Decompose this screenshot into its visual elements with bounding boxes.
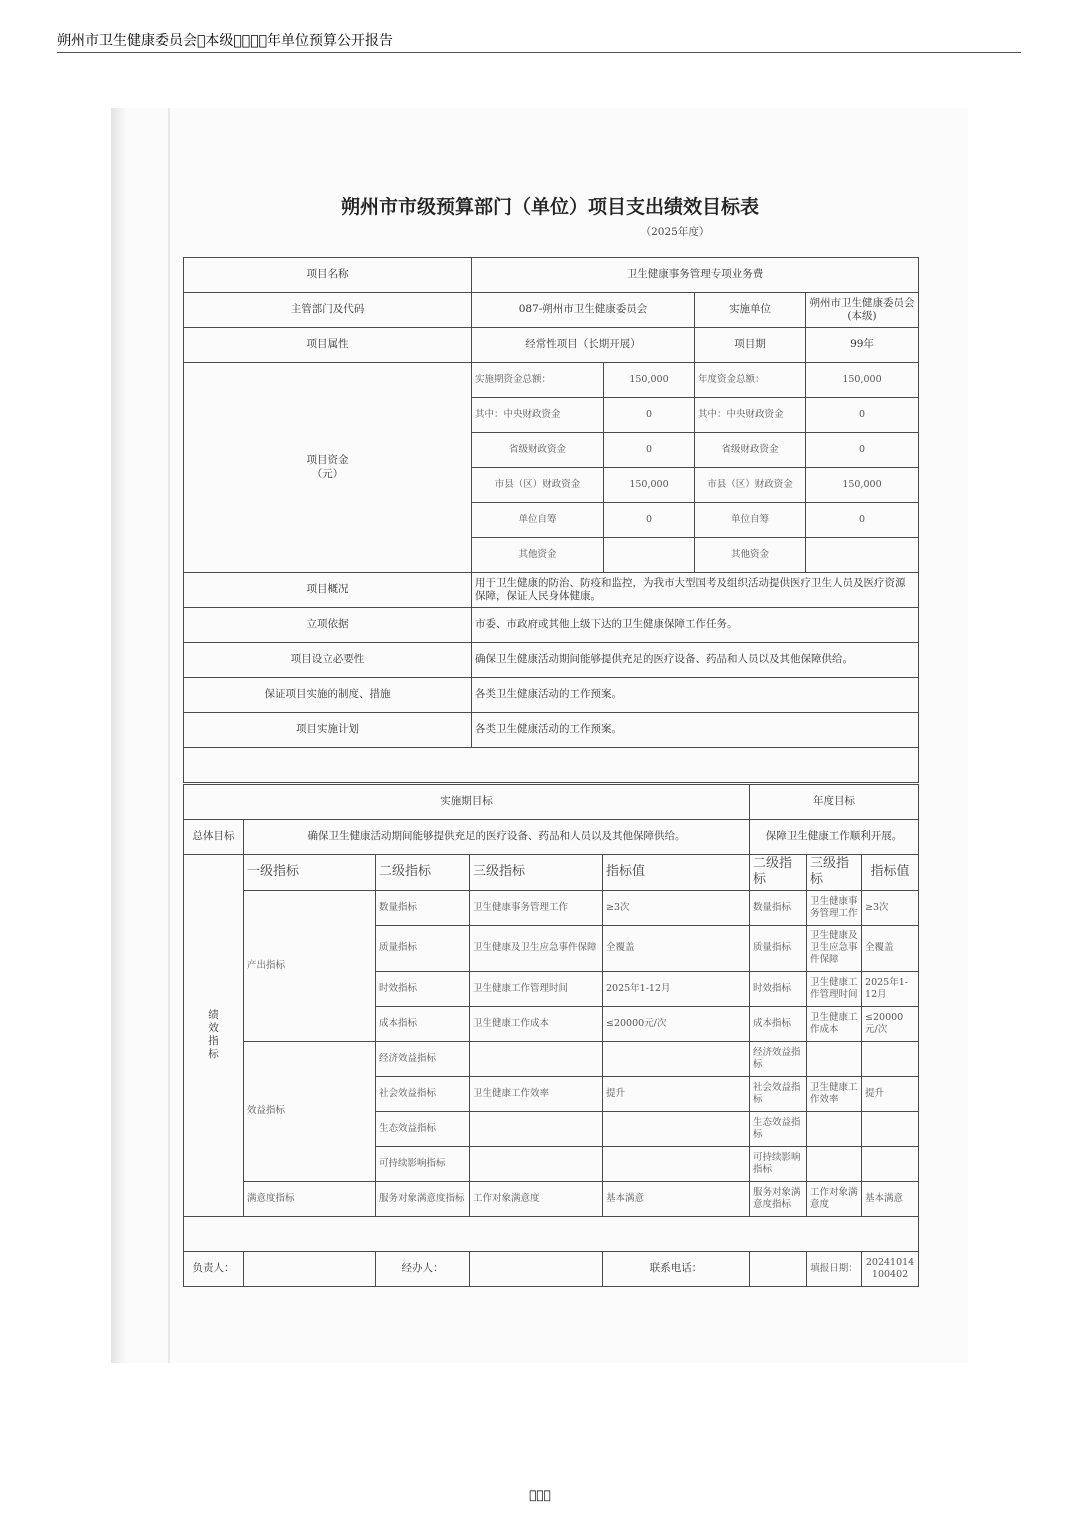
row-l2: 服务对象满意度指标	[376, 1181, 470, 1216]
row-y3: 工作对象满意度	[807, 1181, 862, 1216]
row-yval: 2025年1-12月	[862, 971, 919, 1006]
phone-label: 联系电话：	[603, 1251, 750, 1286]
row-yval: 提升	[862, 1076, 919, 1111]
period-label: 项目期	[695, 328, 806, 363]
row-l2: 质量指标	[376, 925, 470, 971]
level1-output: 产出指标	[244, 890, 376, 1041]
scan-edge-shadow	[111, 108, 127, 1363]
fund-year-label: 市县（区）财政资金	[695, 468, 806, 503]
date-label: 填报日期：	[807, 1251, 862, 1286]
fund-impl-value: 150,000	[604, 468, 695, 503]
phone-value	[750, 1251, 807, 1286]
detail-text: 市委、市政府或其他上级下达的卫生健康保障工作任务。	[472, 608, 919, 643]
fund-impl-value: 0	[604, 433, 695, 468]
row-yval: 基本满意	[862, 1181, 919, 1216]
row-l2: 成本指标	[376, 1006, 470, 1041]
handler-value	[470, 1251, 603, 1286]
detail-label: 项目实施计划	[184, 713, 472, 748]
handler-label: 经办人：	[376, 1251, 470, 1286]
detail-text: 确保卫生健康活动期间能够提供充足的医疗设备、药品和人员以及其他保障供给。	[472, 643, 919, 678]
header-yval: 指标值	[862, 855, 919, 891]
row-val: 提升	[603, 1076, 750, 1111]
fund-year-label: 单位自筹	[695, 503, 806, 538]
year-goal-header: 年度目标	[750, 785, 919, 820]
detail-label: 项目设立必要性	[184, 643, 472, 678]
header-l1: 一级指标	[244, 855, 376, 891]
project-name: 卫生健康事务管理专项业务费	[472, 258, 919, 293]
row-y3	[807, 1041, 862, 1076]
row-y3: 卫生健康工作管理时间	[807, 971, 862, 1006]
overall-goal-label: 总体目标	[184, 820, 244, 855]
row-y3: 卫生健康工作成本	[807, 1006, 862, 1041]
overall-goal-impl: 确保卫生健康活动期间能够提供充足的医疗设备、药品和人员以及其他保障供给。	[244, 820, 750, 855]
row-l3: 卫生健康事务管理工作	[470, 890, 603, 925]
fund-year-label: 省级财政资金	[695, 433, 806, 468]
scan-edge-line	[168, 108, 170, 1363]
row-l3	[470, 1111, 603, 1146]
row-y3: 卫生健康事务管理工作	[807, 890, 862, 925]
header-val: 指标值	[603, 855, 750, 891]
row-y2: 成本指标	[750, 1006, 807, 1041]
attr-value: 经常性项目（长期开展）	[472, 328, 695, 363]
header-rule	[57, 52, 1021, 53]
fund-impl-label: 市县（区）财政资金	[472, 468, 604, 503]
level1-effect: 效益指标	[244, 1041, 376, 1181]
doc-year: （2025年度）	[640, 226, 710, 238]
row-y3: 卫生健康工作效率	[807, 1076, 862, 1111]
detail-text: 各类卫生健康活动的工作预案。	[472, 678, 919, 713]
fund-impl-value: 150,000	[604, 363, 695, 398]
row-l3: 工作对象满意度	[470, 1181, 603, 1216]
project-info-table	[183, 257, 919, 783]
row-val: ≤20000元/次	[603, 1006, 750, 1041]
detail-label: 项目概况	[184, 573, 472, 608]
fund-year-value: 0	[806, 398, 919, 433]
responsible-value	[244, 1251, 376, 1286]
performance-goal-table	[183, 784, 919, 1287]
row-l3: 卫生健康工作管理时间	[470, 971, 603, 1006]
row-val: 2025年1-12月	[603, 971, 750, 1006]
row-l3	[470, 1146, 603, 1181]
impl-unit-value: 朔州市卫生健康委员会(本级)	[806, 293, 919, 328]
fund-impl-label: 其他资金	[472, 538, 604, 573]
row-y2: 时效指标	[750, 971, 807, 1006]
row-y2: 生态效益指标	[750, 1111, 807, 1146]
fund-year-value	[806, 538, 919, 573]
fund-year-label: 其他资金	[695, 538, 806, 573]
row-y2: 质量指标	[750, 925, 807, 971]
blank-row	[184, 748, 919, 783]
fund-impl-label: 省级财政资金	[472, 433, 604, 468]
impl-goal-header: 实施期目标	[184, 785, 750, 820]
detail-text: 各类卫生健康活动的工作预案。	[472, 713, 919, 748]
row-val	[603, 1111, 750, 1146]
fund-impl-value: 0	[604, 398, 695, 433]
dept-label: 主管部门及代码	[184, 293, 472, 328]
row-l3: 卫生健康工作效率	[470, 1076, 603, 1111]
fund-year-label: 年度资金总额：	[695, 363, 806, 398]
fund-impl-value: 0	[604, 503, 695, 538]
fund-impl-label: 其中：中央财政资金	[472, 398, 604, 433]
fund-year-value: 0	[806, 433, 919, 468]
attr-label: 项目属性	[184, 328, 472, 363]
row-val: 基本满意	[603, 1181, 750, 1216]
row-y3: 卫生健康及卫生应急事件保障	[807, 925, 862, 971]
overall-goal-year: 保障卫生健康工作顺利开展。	[750, 820, 919, 855]
row-y2: 服务对象满意度指标	[750, 1181, 807, 1216]
detail-label: 立项依据	[184, 608, 472, 643]
row-y2: 数量指标	[750, 890, 807, 925]
row-yval: 全覆盖	[862, 925, 919, 971]
row-yval	[862, 1111, 919, 1146]
row-l2: 时效指标	[376, 971, 470, 1006]
fund-year-value: 0	[806, 503, 919, 538]
period-value: 99年	[806, 328, 919, 363]
row-l3	[470, 1041, 603, 1076]
page-number:    	[529, 1488, 551, 1502]
row-l2: 可持续影响指标	[376, 1146, 470, 1181]
fund-impl-label: 单位自筹	[472, 503, 604, 538]
dept-value: 087-朔州市卫生健康委员会	[472, 293, 695, 328]
row-y2: 可持续影响指标	[750, 1146, 807, 1181]
doc-title: 朔州市市级预算部门（单位）项目支出绩效目标表	[340, 196, 759, 218]
fund-year-value: 150,000	[806, 363, 919, 398]
row-yval: ≥3次	[862, 890, 919, 925]
row-l3: 卫生健康工作成本	[470, 1006, 603, 1041]
project-name-label: 项目名称	[184, 258, 472, 293]
header-y2: 二级指标	[750, 855, 807, 891]
row-yval: ≤20000元/次	[862, 1006, 919, 1041]
fund-impl-label: 实施期资金总额：	[472, 363, 604, 398]
blank-row	[184, 1216, 919, 1251]
row-val	[603, 1146, 750, 1181]
row-val	[603, 1041, 750, 1076]
row-y2: 经济效益指标	[750, 1041, 807, 1076]
row-l2: 社会效益指标	[376, 1076, 470, 1111]
row-val: ≥3次	[603, 890, 750, 925]
fund-year-label: 其中：中央财政资金	[695, 398, 806, 433]
header-l2: 二级指标	[376, 855, 470, 891]
date-value: 20241014100402	[862, 1251, 919, 1286]
funds-label: 项目资金 （元）	[184, 363, 472, 573]
row-yval	[862, 1146, 919, 1181]
fund-impl-value	[604, 538, 695, 573]
impl-unit-label: 实施单位	[695, 293, 806, 328]
fund-year-value: 150,000	[806, 468, 919, 503]
row-y3	[807, 1146, 862, 1181]
header-l3: 三级指标	[470, 855, 603, 891]
row-y3	[807, 1111, 862, 1146]
header-y3: 三级指标	[807, 855, 862, 891]
row-y2: 社会效益指标	[750, 1076, 807, 1111]
row-l2: 数量指标	[376, 890, 470, 925]
detail-text: 用于卫生健康的防治、防疫和监控，为我市大型国考及组织活动提供医疗卫生人员及医疗资源保障，保证人民身体健康。	[472, 573, 919, 608]
row-val: 全覆盖	[603, 925, 750, 971]
row-l2: 生态效益指标	[376, 1111, 470, 1146]
row-yval	[862, 1041, 919, 1076]
page-header: 朔州市卫生健康委员会 本级    年单位预算公开报告	[57, 33, 394, 49]
responsible-label: 负责人：	[184, 1251, 244, 1286]
level1-satisfaction: 满意度指标	[244, 1181, 376, 1216]
row-l3: 卫生健康及卫生应急事件保障	[470, 925, 603, 971]
indicator-side-label: 绩 效 指 标	[184, 855, 244, 1217]
detail-label: 保证项目实施的制度、措施	[184, 678, 472, 713]
row-l2: 经济效益指标	[376, 1041, 470, 1076]
